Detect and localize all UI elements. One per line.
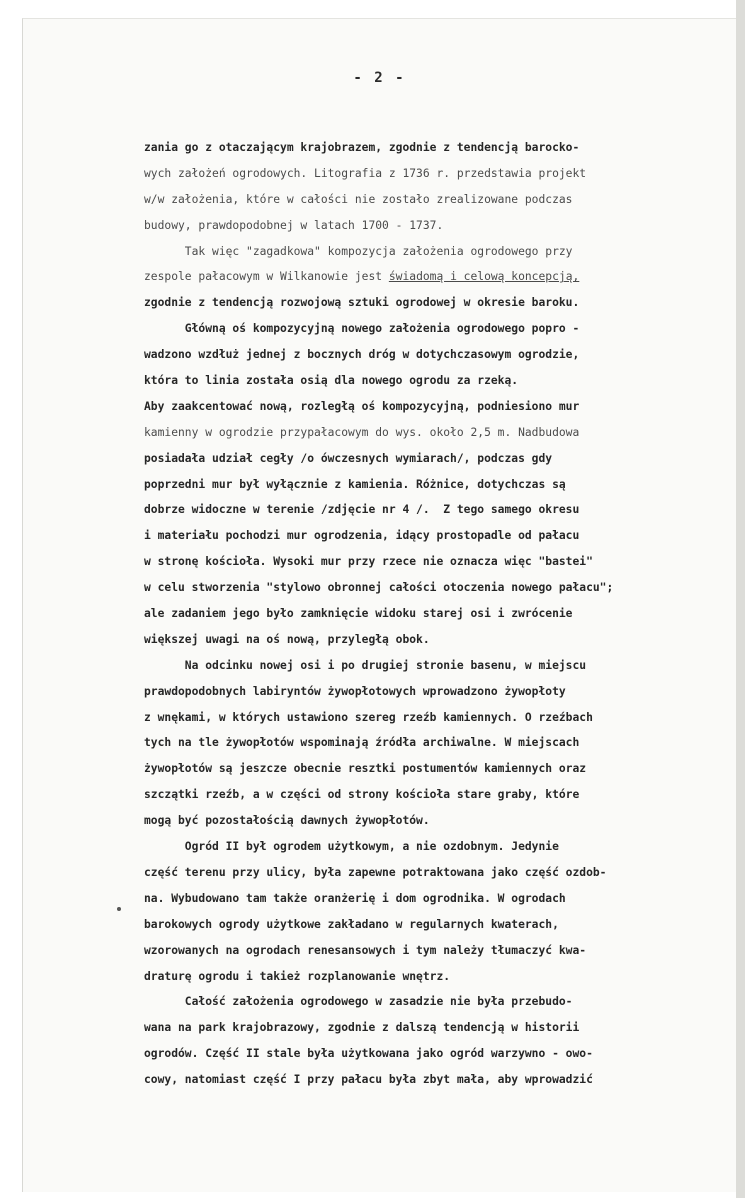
- text-line: draturę ogrodu i takież rozplanowanie wnętrz.: [144, 969, 451, 983]
- text-line: budowy, prawdopodobnej w latach 1700 - 1737.: [144, 218, 444, 232]
- text-segment: zespole pałacowym w Wilkanowie jest: [144, 270, 389, 284]
- text-line: wana na park krajobrazowy, zgodnie z dalszą tendencją w historii: [144, 1021, 580, 1035]
- text-line: cowy, natomiast część I przy pałacu była zbyt mała, aby wprowadzić: [144, 1073, 593, 1087]
- text-line: która to linia została osią dla nowego ogrodu za rzeką.: [144, 374, 519, 388]
- text-line: Całość założenia ogrodowego w zasadzie nie była przebudo-: [144, 995, 573, 1009]
- text-line: barokowych ogrody użytkowe zakładano w regularnych kwaterach,: [144, 917, 559, 931]
- text-line: część terenu przy ulicy, była zapewne potraktowana jako część ozdob-: [144, 865, 607, 879]
- text-line: szczątki rzeźb, a w części od strony kościoła stare graby, które: [144, 788, 580, 802]
- text-line: Główną oś kompozycyjną nowego założenia ogrodowego popro -: [144, 322, 580, 336]
- text-line-with-emphasis: [144, 264, 729, 290]
- text-line: w celu stworzenia "stylowo obronnej całości otoczenia nowego pałacu";: [144, 581, 614, 595]
- text-line: Aby zaakcentować nową, rozległą oś kompozycyjną, podniesiono mur: [144, 399, 580, 413]
- text-line: mogą być pozostałością dawnych żywopłotów.: [144, 814, 430, 828]
- text-line: większej uwagi na oś nową, przyległą obok.: [144, 632, 430, 646]
- text-line: wadzono wzdłuż jednej z bocznych dróg w dotychczasowym ogrodzie,: [144, 348, 580, 362]
- text-line: w/w założenia, które w całości nie zostało zrealizowane podczas: [144, 192, 573, 206]
- text-line: Tak więc "zagadkowa" kompozycja założenia ogrodowego przy: [144, 244, 573, 258]
- text-line: poprzedni mur był wyłącznie z kamienia. Różnice, dotychczas są: [144, 477, 566, 491]
- text-line: w stronę kościoła. Wysoki mur przy rzece nie oznacza więc "bastei": [144, 555, 593, 569]
- text-line: wych założeń ogrodowych. Litografia z 1736 r. przedstawia projekt: [144, 166, 587, 180]
- text-line: Na odcinku nowej osi i po drugiej stronie basenu, w miejscu: [144, 658, 587, 672]
- body-text: [144, 135, 729, 1093]
- text-line: kamienny w ogrodzie przypałacowym do wys. około 2,5 m. Nadbudowa: [144, 425, 580, 439]
- text-line: tych na tle żywopłotów wspominają źródła archiwalne. W miejscach: [144, 736, 580, 750]
- scan-edge: [736, 0, 745, 1198]
- text-line: ale zadaniem jego było zamknięcie widoku starej osi i zwrócenie: [144, 607, 573, 621]
- text-line: na. Wybudowano tam także oranżerię i dom ogrodnika. W ogrodach: [144, 891, 566, 905]
- underlined-phrase: świadomą i celową koncepcją,: [388, 270, 580, 284]
- text-line: i materiału pochodzi mur ogrodzenia, idący prostopadle od pałacu: [144, 529, 580, 543]
- text-line: prawdopodobnych labiryntów żywopłotowych wprowadzono żywopłoty: [144, 684, 566, 698]
- margin-mark: [117, 907, 121, 911]
- text-line: dobrze widoczne w terenie /zdjęcie nr 4 /. Z tego samego okresu: [144, 503, 580, 517]
- document-page: [22, 18, 736, 1192]
- text-line: wzorowanych na ogrodach renesansowych i tym należy tłumaczyć kwa-: [144, 943, 587, 957]
- page-number: - 2 -: [353, 70, 406, 86]
- text-line: żywopłotów są jeszcze obecnie resztki postumentów kamiennych oraz: [144, 762, 587, 776]
- text-line: ogrodów. Część II stale była użytkowana jako ogród warzywno - owo-: [144, 1047, 593, 1061]
- text-line: zgodnie z tendencją rozwojową sztuki ogrodowej w okresie baroku.: [144, 296, 580, 310]
- text-line: posiadała udział cegły /o ówczesnych wymiarach/, podczas gdy: [144, 451, 553, 465]
- text-line: Ogród II był ogrodem użytkowym, a nie ozdobnym. Jedynie: [144, 840, 559, 854]
- text-line: z wnękami, w których ustawiono szereg rzeźb kamiennych. O rzeźbach: [144, 710, 593, 724]
- text-line: zania go z otaczającym krajobrazem, zgodnie z tendencją barocko-: [144, 141, 580, 154]
